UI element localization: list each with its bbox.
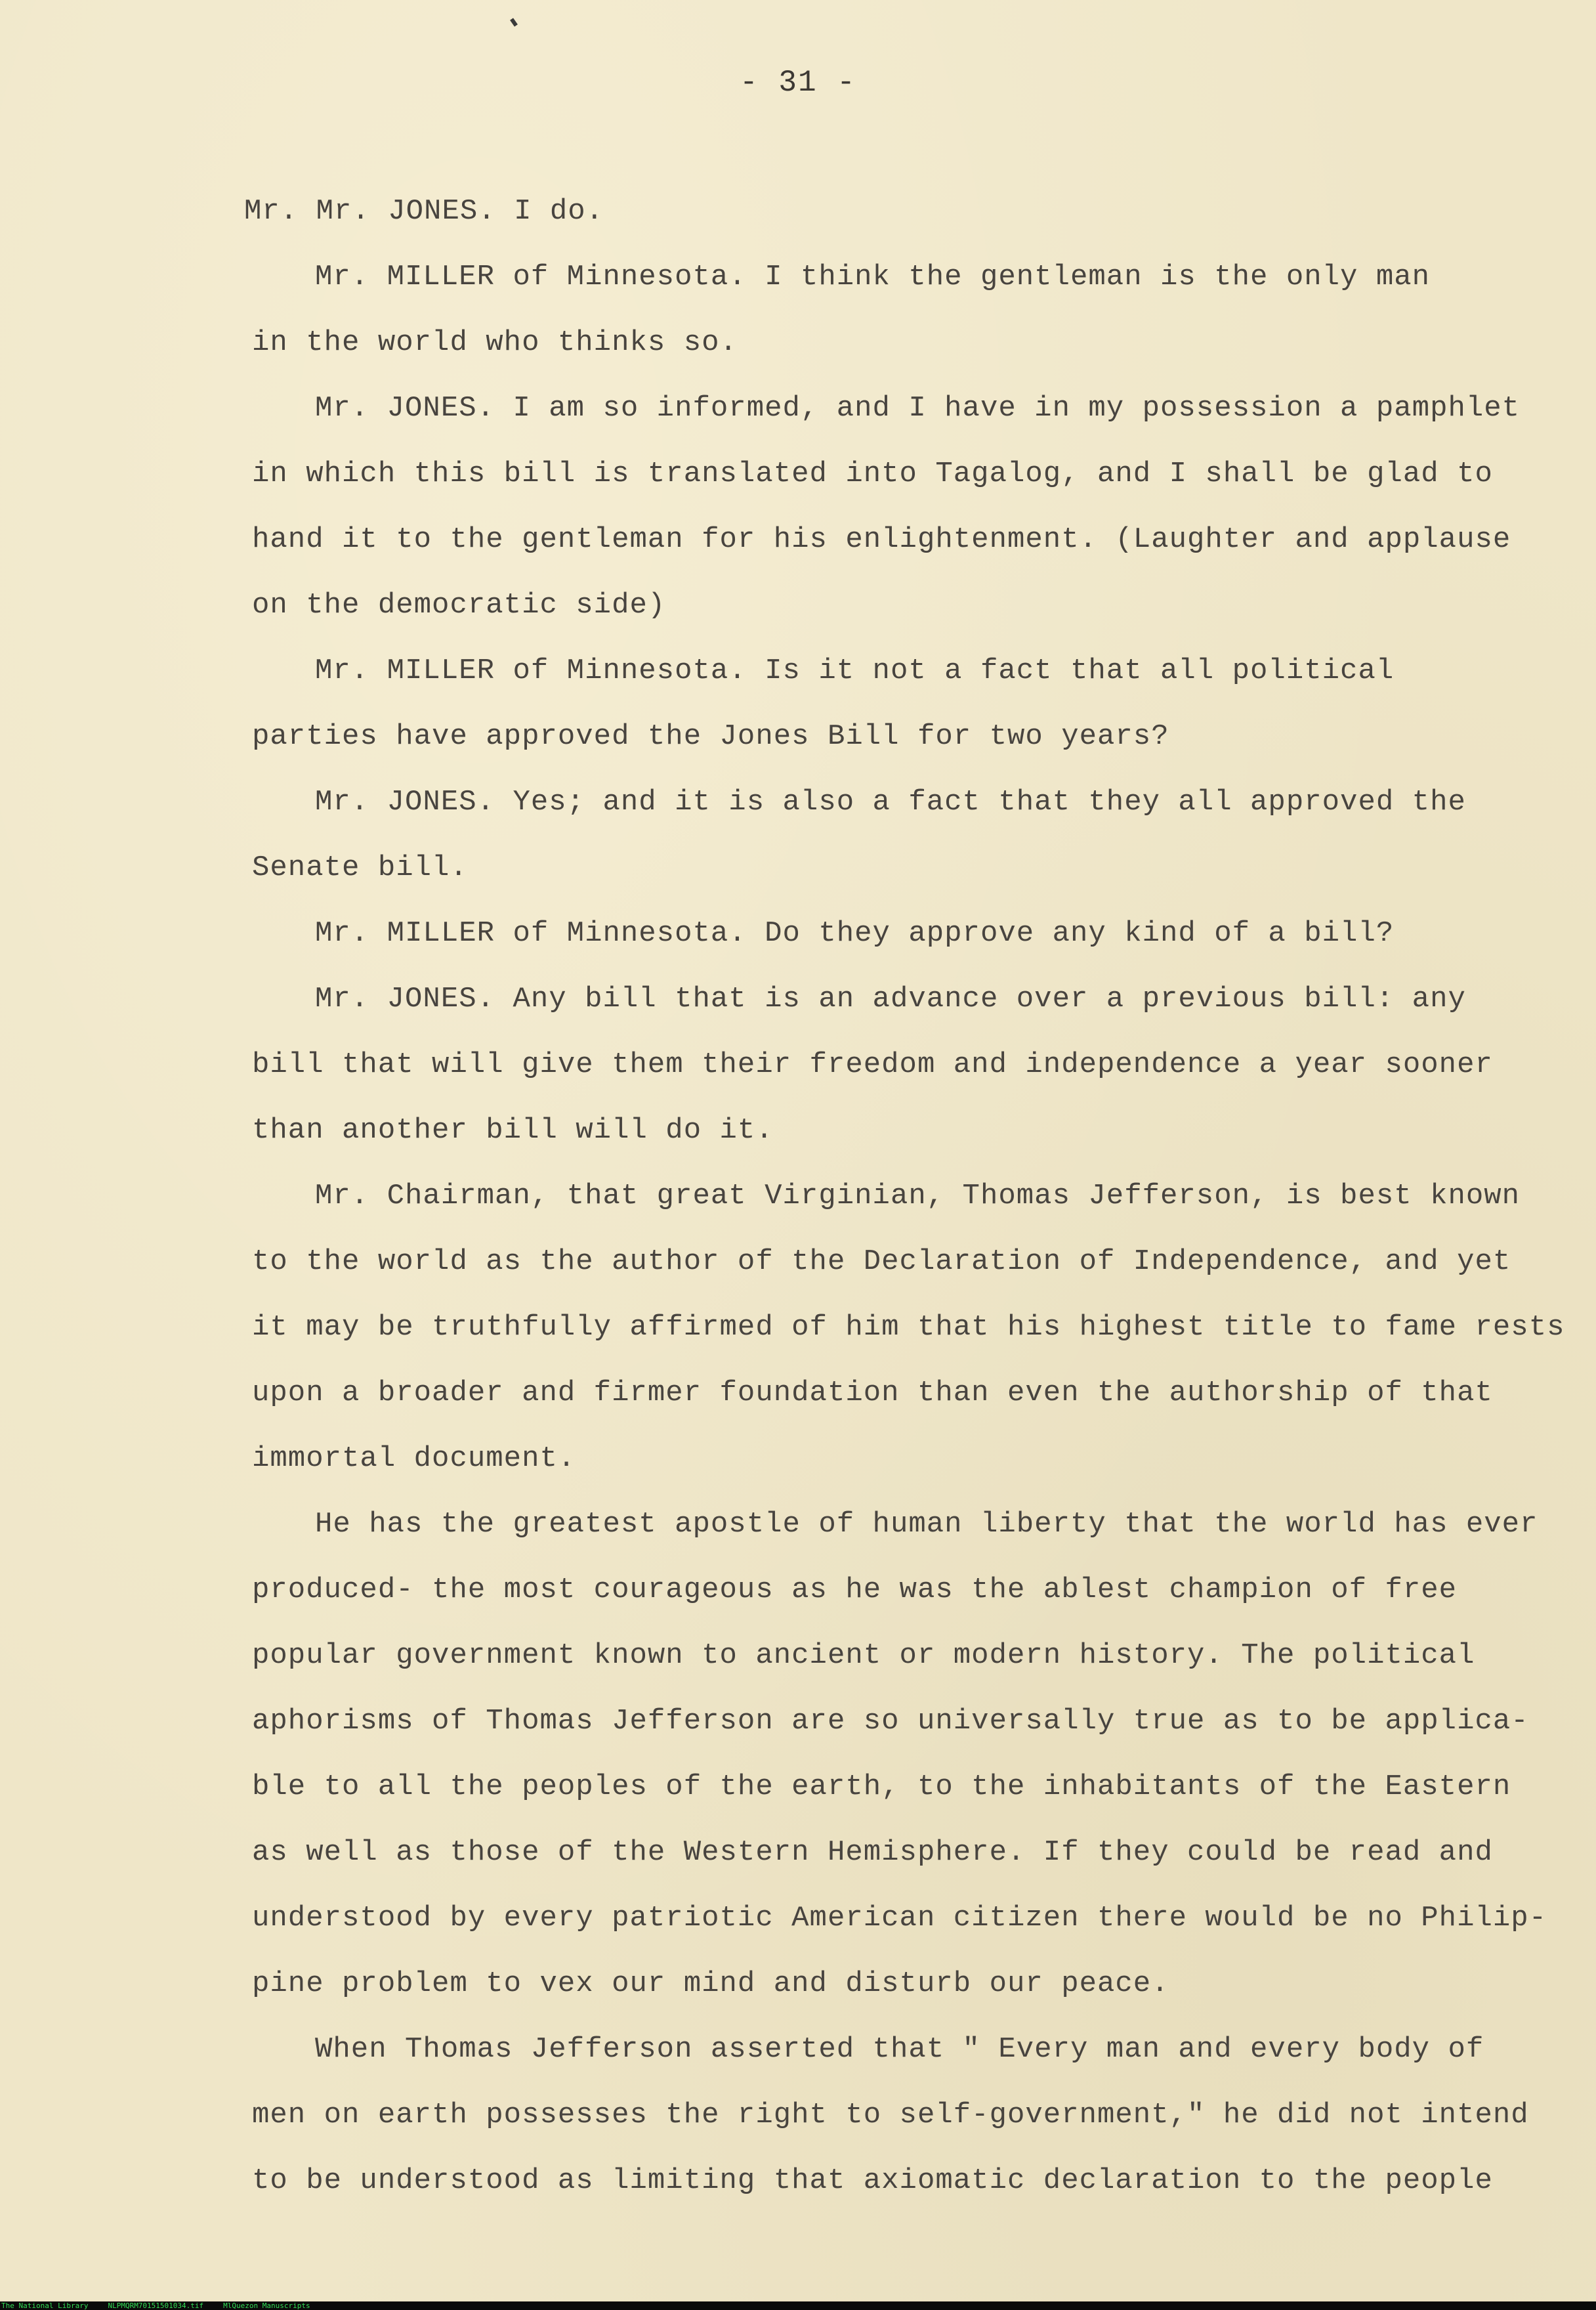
text-line: Mr. Chairman, that great Virginian, Thomas Jefferson, is best known: [315, 1180, 1521, 1212]
page-number: - 31 -: [740, 66, 856, 100]
text-line: Mr. Mr. JONES. I do.: [244, 195, 604, 228]
scan-footer: [0, 2301, 1596, 2310]
text-line: popular government known to ancient or modern history. The political: [252, 1639, 1475, 1672]
text-line: Senate bill.: [252, 851, 468, 884]
text-line: parties have approved the Jones Bill for two years?: [252, 720, 1169, 753]
text-line: men on earth possesses the right to self-government," he did not intend: [252, 2099, 1529, 2131]
text-line: Mr. MILLER of Minnesota. Is it not a fact that all political: [315, 654, 1395, 687]
text-line: Mr. MILLER of Minnesota. I think the gentleman is the only man: [315, 261, 1431, 293]
text-line: understood by every patriotic American citizen there would be no Philip-: [252, 1902, 1547, 1935]
text-line: than another bill will do it.: [252, 1114, 774, 1147]
text-line: He has the greatest apostle of human liberty that the world has ever: [315, 1508, 1538, 1541]
text-line: in which this bill is translated into Tagalog, and I shall be glad to: [252, 458, 1493, 490]
text-line: Mr. JONES. I am so informed, and I have in my possession a pamphlet: [315, 392, 1521, 425]
text-line: When Thomas Jefferson asserted that " Every man and every body of: [315, 2033, 1484, 2066]
footer-collection: MlQuezon Manuscripts: [223, 2301, 310, 2310]
text-line: in the world who thinks so.: [252, 326, 738, 359]
text-line: upon a broader and firmer foundation than even the authorship of that: [252, 1377, 1493, 1409]
text-line: Mr. MILLER of Minnesota. Do they approve any kind of a bill?: [315, 917, 1395, 950]
text-line: pine problem to vex our mind and disturb our peace.: [252, 1967, 1169, 2000]
footer-source: The National Library: [1, 2301, 89, 2310]
footer-file: NLPMQRM70151501034.tif: [108, 2301, 204, 2310]
text-line: aphorisms of Thomas Jefferson are so universally true as to be applica-: [252, 1705, 1529, 1738]
text-line: Mr. JONES. Any bill that is an advance over a previous bill: any: [315, 983, 1466, 1016]
text-line: to the world as the author of the Declaration of Independence, and yet: [252, 1245, 1511, 1278]
text-line: Mr. JONES. Yes; and it is also a fact that they all approved the: [315, 786, 1466, 819]
text-line: bill that will give them their freedom and independence a year sooner: [252, 1048, 1493, 1081]
ink-speck: [510, 18, 518, 26]
text-line: it may be truthfully affirmed of him that his highest title to fame rests: [252, 1311, 1565, 1344]
text-line: hand it to the gentleman for his enlightenment. (Laughter and applause: [252, 523, 1511, 556]
text-line: on the democratic side): [252, 589, 666, 622]
text-line: produced- the most courageous as he was the ablest champion of free: [252, 1573, 1458, 1606]
text-line: to be understood as limiting that axiomatic declaration to the people: [252, 2164, 1493, 2197]
text-line: as well as those of the Western Hemisphere. If they could be read and: [252, 1836, 1493, 1869]
text-line: ble to all the peoples of the earth, to the inhabitants of the Eastern: [252, 1770, 1511, 1803]
text-line: immortal document.: [252, 1442, 576, 1475]
